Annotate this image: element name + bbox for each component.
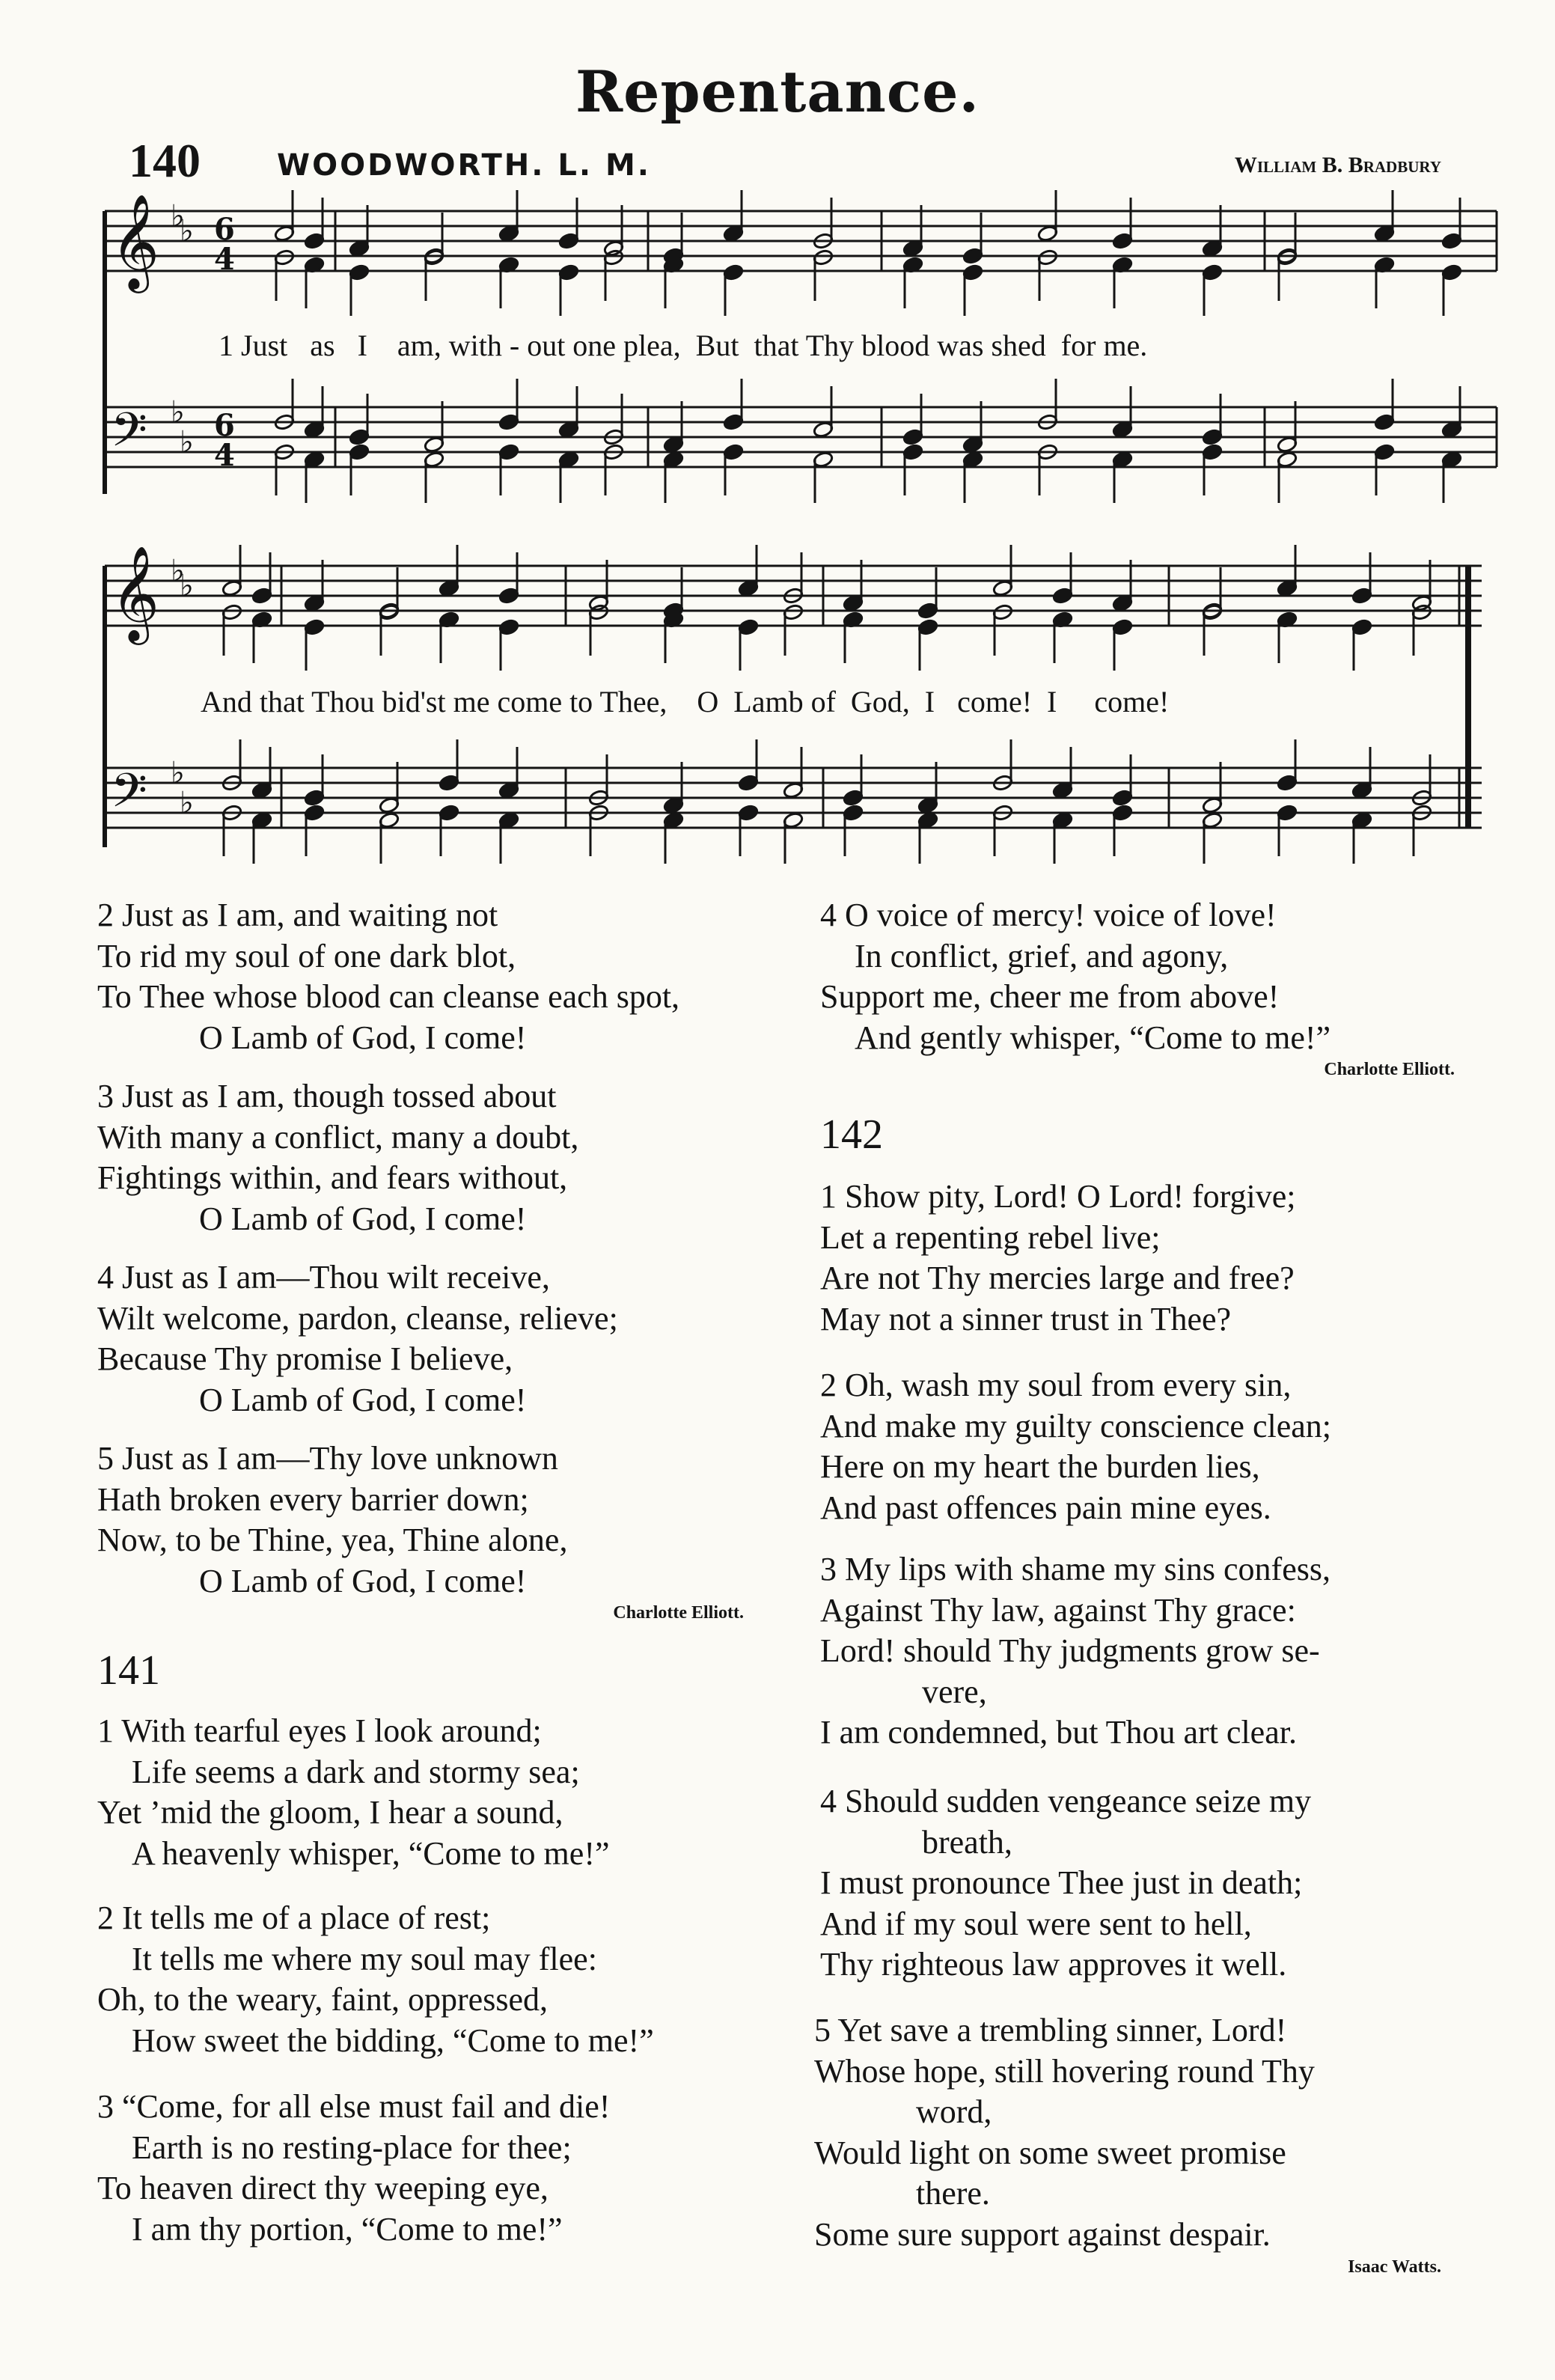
hymn-141-number: 141 bbox=[97, 1647, 160, 1694]
treble-clef-icon: 𝄞 bbox=[111, 193, 160, 289]
stanza-line: O Lamb of God, I come! bbox=[199, 1562, 527, 1599]
stanza-line: It tells me where my soul may flee: bbox=[132, 1940, 597, 1977]
stanza-line: 2 It tells me of a place of rest; bbox=[97, 1900, 491, 1936]
stanza-line: O Lamb of God, I come! bbox=[199, 1019, 527, 1056]
stanza-line: And make my guilty conscience clean; bbox=[820, 1407, 1331, 1444]
treble-clef-icon: 𝄞 bbox=[111, 545, 160, 641]
bass-clef-icon: 𝄢 bbox=[111, 763, 147, 829]
stanza-line: I am condemned, but Thou art clear. bbox=[820, 1714, 1297, 1751]
stanza-line: Let a repenting rebel live; bbox=[820, 1218, 1161, 1256]
hymn-140-stanza-4 bbox=[97, 1257, 618, 1421]
time-sig-top: 6 bbox=[214, 212, 235, 247]
flat-icon: ♭ bbox=[180, 569, 194, 603]
lyrics-line-1: 1 Just as I am, with - out one plea, But that Thy blood was shed for me. bbox=[219, 329, 1148, 362]
composer: William B. Bradbury bbox=[1234, 153, 1441, 177]
stanza-line: To rid my soul of one dark blot, bbox=[97, 937, 516, 974]
stanza-line: Life seems a dark and stormy sea; bbox=[132, 1753, 580, 1790]
stanza-line: With many a conflict, many a doubt, bbox=[97, 1118, 579, 1156]
stanza-line: 3 My lips with shame my sins confess, bbox=[820, 1551, 1331, 1587]
stanza-line: Whose hope, still hovering round Thy bbox=[814, 2052, 1315, 2090]
hymn-142-stanza-5 bbox=[814, 2010, 1315, 2255]
section-title: Repentance. bbox=[575, 58, 980, 125]
hymn-141-stanza-3 bbox=[97, 2087, 610, 2250]
hymn-140-author: Charlotte Elliott. bbox=[613, 1603, 744, 1623]
stanza-line: In conflict, grief, and agony, bbox=[855, 937, 1229, 974]
stanza-line: Oh, to the weary, faint, oppressed, bbox=[97, 1981, 548, 2018]
stanza-line: Here on my heart the burden lies, bbox=[820, 1448, 1260, 1485]
treble-staff-2 bbox=[105, 566, 1482, 626]
flat-icon: ♭ bbox=[171, 395, 185, 430]
time-sig-bottom: 4 bbox=[214, 438, 235, 473]
stanza-line: Yet ’mid the gloom, I hear a sound, bbox=[97, 1794, 563, 1831]
stanza-line: 2 Oh, wash my soul from every sin, bbox=[820, 1367, 1292, 1403]
stanza-line: Lord! should Thy judgments grow se- bbox=[820, 1632, 1320, 1669]
stanza-line: 5 Just as I am—Thy love unknown bbox=[97, 1440, 558, 1477]
hymn-141-stanza-4 bbox=[820, 895, 1331, 1058]
stanza-line: To Thee whose blood can cleanse each spot, bbox=[97, 978, 680, 1015]
stanza-line: O Lamb of God, I come! bbox=[199, 1200, 527, 1237]
hymn-142-stanza-4 bbox=[820, 1781, 1311, 1986]
hymn-142-number: 142 bbox=[820, 1111, 883, 1158]
time-sig-top: 6 bbox=[214, 408, 235, 443]
hymn-142-stanza-1 bbox=[820, 1177, 1295, 1340]
hymn-142-stanza-2 bbox=[820, 1365, 1331, 1528]
stanza-line: 3 “Come, for all else must fail and die! bbox=[97, 2088, 611, 2125]
stanza-line: How sweet the bidding, “Come to me!” bbox=[132, 2022, 654, 2059]
stanza-line: I must pronounce Thee just in death; bbox=[820, 1864, 1303, 1901]
stanza-line: Fightings within, and fears without, bbox=[97, 1159, 568, 1196]
hymn-142-author: Isaac Watts. bbox=[1348, 2257, 1441, 2277]
flat-icon: ♭ bbox=[171, 554, 185, 588]
stanza-line: 4 Just as I am—Thou wilt receive, bbox=[97, 1259, 550, 1296]
hymn-140-number: 140 bbox=[129, 134, 201, 187]
stanza-line: 5 Yet save a trembling sinner, Lord! bbox=[814, 2012, 1287, 2048]
stanza-line: word, bbox=[916, 2093, 992, 2130]
time-sig-bottom: 4 bbox=[214, 242, 235, 277]
stanza-line: And if my soul were sent to hell, bbox=[820, 1905, 1252, 1942]
stanza-line: O Lamb of God, I come! bbox=[199, 1381, 527, 1418]
flat-icon: ♭ bbox=[180, 214, 194, 248]
lyrics-line-2: And that Thou bid'st me come to Thee, O Lamb of God, I come! I come! bbox=[201, 685, 1170, 718]
stanza-line: Support me, cheer me from above! bbox=[820, 978, 1280, 1015]
tune-name: WOODWORTH. L. M. bbox=[277, 148, 651, 183]
stanza-line: A heavenly whisper, “Come to me!” bbox=[132, 1834, 610, 1872]
flat-icon: ♭ bbox=[171, 756, 185, 790]
stanza-line: May not a sinner trust in Thee? bbox=[820, 1300, 1232, 1337]
stanza-line: 2 Just as I am, and waiting not bbox=[97, 897, 498, 933]
stanza-line: Because Thy promise I believe, bbox=[97, 1340, 513, 1377]
stanza-line: Would light on some sweet promise bbox=[814, 2134, 1286, 2171]
flat-icon: ♭ bbox=[180, 786, 194, 820]
flat-icon: ♭ bbox=[171, 199, 185, 234]
stanza-line: Earth is no resting-place for thee; bbox=[132, 2129, 572, 2166]
stanza-line: Some sure support against despair. bbox=[814, 2215, 1271, 2253]
hymn-141-stanza-1 bbox=[97, 1711, 610, 1874]
hymn-140-stanza-3 bbox=[97, 1076, 578, 1239]
hymn-142-stanza-3 bbox=[820, 1549, 1331, 1754]
stanza-line: 3 Just as I am, though tossed about bbox=[97, 1078, 557, 1114]
stanza-line: Wilt welcome, pardon, cleanse, relieve; bbox=[97, 1299, 618, 1337]
stanza-line: Against Thy law, against Thy grace: bbox=[820, 1591, 1296, 1629]
stanza-line: 4 Should sudden vengeance seize my bbox=[820, 1783, 1312, 1819]
stanza-line: And past offences pain mine eyes. bbox=[820, 1489, 1271, 1526]
stanza-line: I am thy portion, “Come to me!” bbox=[132, 2210, 563, 2248]
stanza-line: Thy righteous law approves it well. bbox=[820, 1946, 1287, 1983]
stanza-line: vere, bbox=[922, 1673, 987, 1710]
notes bbox=[222, 190, 1462, 864]
hymn-140-stanza-2 bbox=[97, 895, 679, 1058]
stanza-line: 1 With tearful eyes I look around; bbox=[97, 1712, 542, 1749]
stanza-line: Are not Thy mercies large and free? bbox=[820, 1260, 1295, 1296]
flat-icon: ♭ bbox=[180, 425, 194, 460]
hymn-141-author: Charlotte Elliott. bbox=[1324, 1060, 1455, 1079]
stanza-line: breath, bbox=[922, 1823, 1012, 1861]
hymn-140-stanza-5 bbox=[97, 1438, 567, 1602]
hymn-141-stanza-2 bbox=[97, 1898, 654, 2061]
stanza-line: 1 Show pity, Lord! O Lord! forgive; bbox=[820, 1178, 1296, 1215]
stanza-line: Now, to be Thine, yea, Thine alone, bbox=[97, 1522, 568, 1558]
stanza-line: And gently whisper, “Come to me!” bbox=[855, 1019, 1331, 1056]
stanza-line: there. bbox=[916, 2175, 990, 2212]
stanza-line: To heaven direct thy weeping eye, bbox=[97, 2170, 549, 2206]
bass-clef-icon: 𝄢 bbox=[111, 402, 147, 469]
stanza-line: Hath broken every barrier down; bbox=[97, 1480, 529, 1518]
music-score bbox=[0, 0, 1555, 883]
stanza-line: 4 O voice of mercy! voice of love! bbox=[820, 897, 1277, 933]
